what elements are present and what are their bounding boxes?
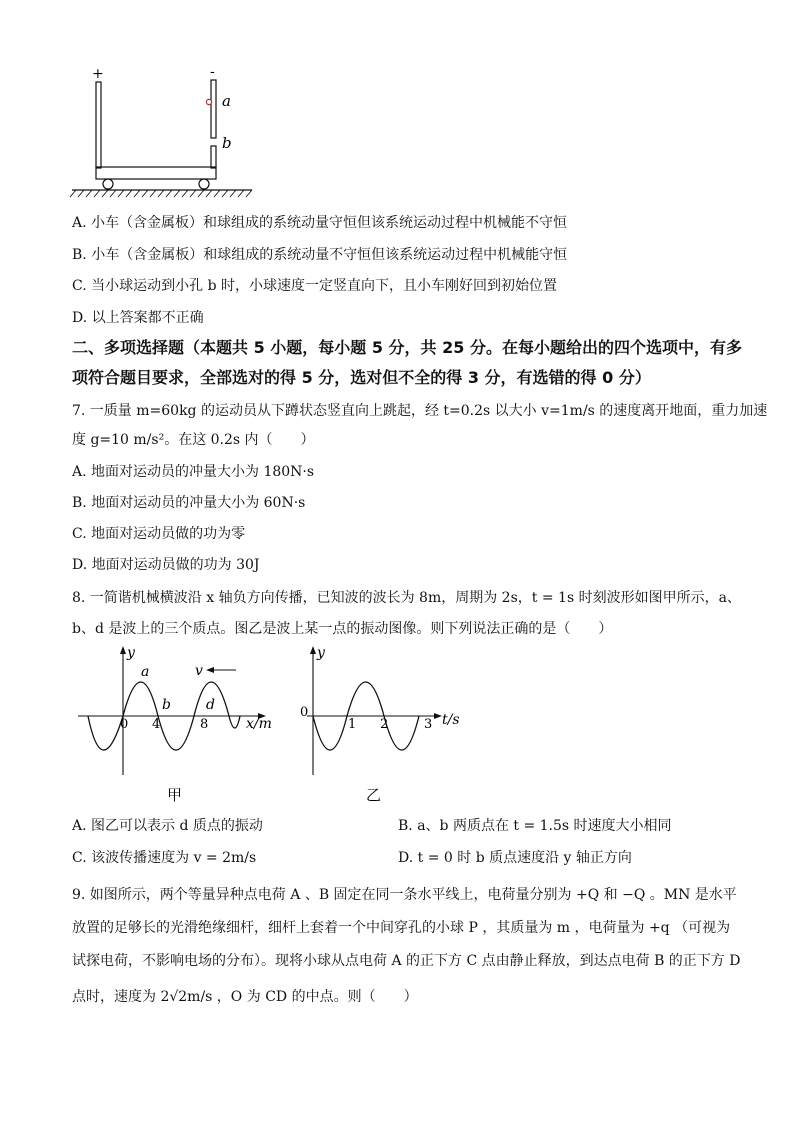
jia-point-a: a (141, 664, 150, 680)
yi-caption: 乙 (366, 786, 382, 804)
plus-sign: + (92, 66, 104, 82)
q8-option-c: C. 该波传播速度为 v = 2m/s (72, 850, 257, 866)
q9-stem-line4: 点时，速度为 2√2m/s ，O 为 CD 的中点。则（ ） (72, 989, 418, 1005)
q9-stem-line2: 放置的足够长的光滑绝缘细杆，细杆上套着一个中间穿孔的小球 P ，其质量为 m ，电荷量为 +q （可视为 (72, 920, 731, 936)
q6-option-a: A. 小车（含金属板）和球组成的系统动量守恒但该系统运动过程中机械能不守恒 (72, 215, 568, 231)
minus-sign: - (210, 64, 215, 80)
jia-x-label: x/m (246, 716, 272, 732)
yi-x-label: t/s (442, 712, 460, 728)
jia-v-label: v (195, 663, 203, 679)
jia-caption: 甲 (167, 786, 183, 804)
jia-y-label: y (127, 645, 135, 661)
yi-y-label: y (317, 645, 325, 661)
q6-option-c: C. 当小球运动到小孔 b 时，小球速度一定竖直向下，且小车刚好回到初始位置 (72, 278, 557, 294)
q7-option-d: D. 地面对运动员做的功为 30J (72, 557, 260, 573)
q8-option-d: D. t = 0 时 b 质点速度沿 y 轴正方向 (398, 850, 632, 866)
q7-stem-line2: 度 g=10 m/s²。在这 0.2s 内（ ） (72, 432, 315, 448)
q7-stem-line1: 7. 一质量 m=60kg 的运动员从下蹲状态竖直向上跳起，经 t=0.2s 以大小 v=1m/s 的速度离开地面，重力加速 (72, 403, 768, 419)
section2-heading-line1: 二、多项选择题（本题共 5 小题，每小题 5 分，共 25 分。在每小题给出的四个选项中，有多 (72, 338, 742, 357)
q8-stem-line2: b、d 是波上的三个质点。图乙是波上某一点的振动图像。则下列说法正确的是（ ） (72, 621, 613, 637)
q8-option-a: A. 图乙可以表示 d 质点的振动 (72, 818, 263, 834)
q7-option-c: C. 地面对运动员做的功为零 (72, 526, 246, 542)
yi-tick-3: 3 (424, 717, 433, 732)
jia-tick-8: 8 (200, 717, 209, 732)
q8-stem-line1: 8. 一简谐机械横波沿 x 轴负方向传播，已知波的波长为 8m，周期为 2s，t = 1s 时刻波形如图甲所示，a、 (72, 590, 741, 606)
q7-option-a: A. 地面对运动员的冲量大小为 180N·s (72, 464, 315, 480)
q7-option-b: B. 地面对运动员的冲量大小为 60N·s (72, 495, 306, 511)
q6-option-b: B. 小车（含金属板）和球组成的系统动量不守恒但该系统运动过程中机械能守恒 (72, 247, 568, 263)
jia-point-d: d (206, 697, 215, 713)
jia-point-b: b (162, 697, 171, 713)
label-a: a (222, 92, 231, 110)
q6-option-d: D. 以上答案都不正确 (72, 310, 204, 326)
yi-tick-2: 2 (380, 717, 389, 732)
yi-origin: 0 (300, 705, 309, 720)
q9-stem-line1: 9. 如图所示，两个等量异种点电荷 A 、B 固定在同一条水平线上，电荷量分别为 +Q 和 −Q 。MN 是水平 (72, 887, 737, 903)
jia-tick-4: 4 (152, 717, 161, 732)
jia-tick-0: 0 (120, 717, 129, 732)
q9-stem-line3: 试探电荷，不影响电场的分布）。现将小球从点电荷 A 的正下方 C 点由静止释放，到达点电荷 B 的正下方 D (72, 953, 741, 969)
q8-option-b: B. a、b 两质点在 t = 1.5s 时速度大小相同 (398, 818, 672, 834)
section2-heading-line2: 项符合题目要求，全部选对的得 5 分，选对但不全的得 3 分，有选错的得 0 分） (72, 368, 651, 387)
yi-tick-1: 1 (348, 717, 357, 732)
label-b: b (222, 134, 232, 152)
